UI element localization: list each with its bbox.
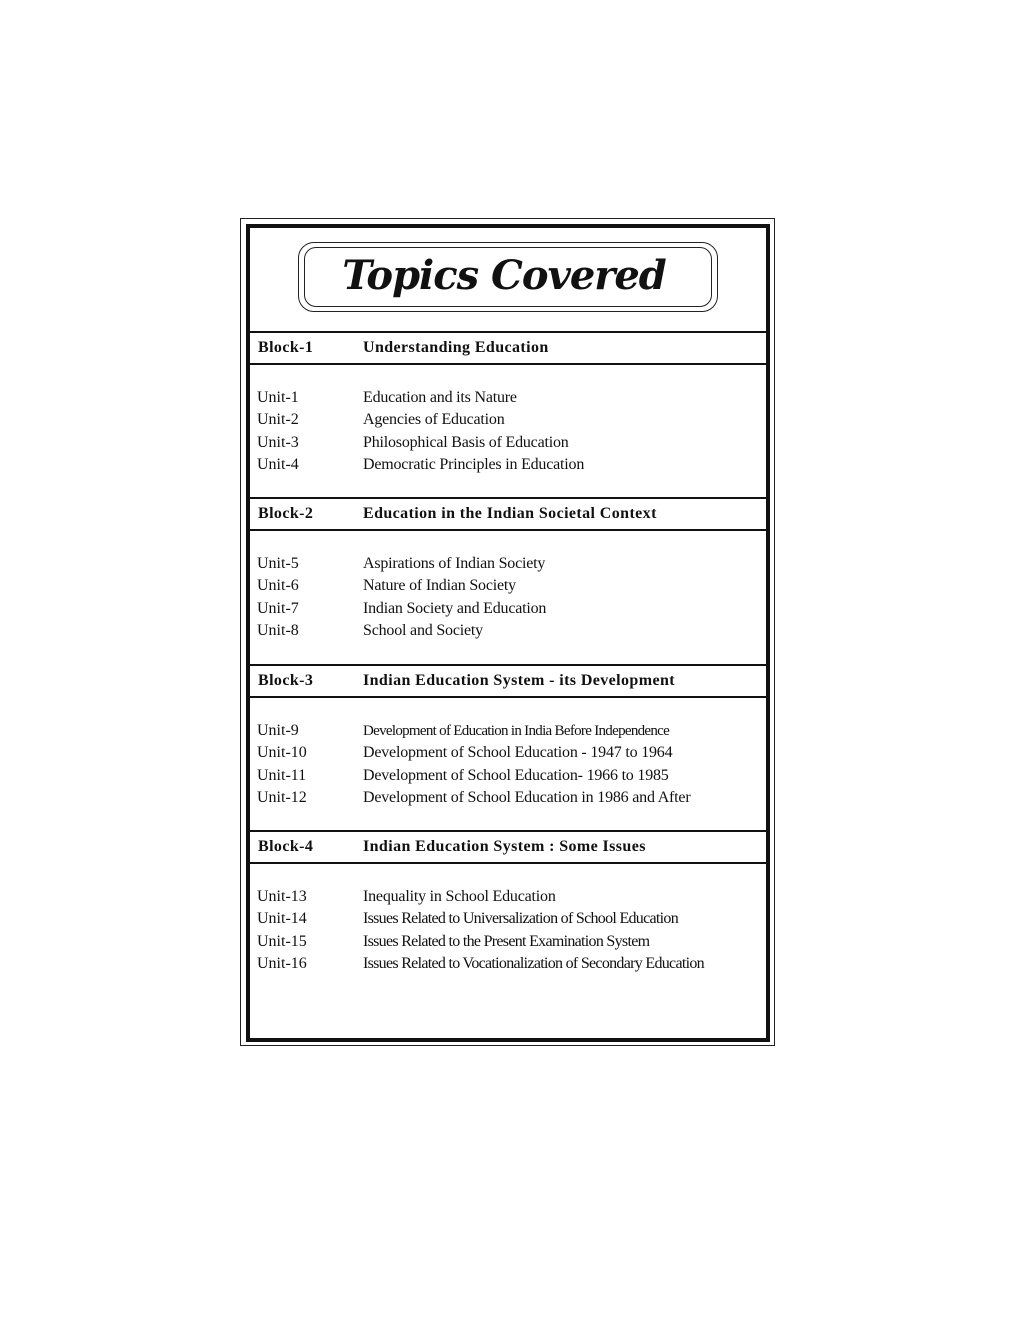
list-item [246,765,770,787]
list-item [246,620,770,642]
list-item [246,787,770,809]
list-item [246,720,770,742]
unit-label: Unit-10 [257,744,307,762]
list-item [246,953,770,998]
unit-label: Unit-1 [257,389,299,406]
unit-list-block-1 [246,387,770,476]
block-label: Block-3 [258,672,314,689]
unit-list-block-4 [246,886,770,997]
unit-title: Inequality in School Education [363,888,556,905]
unit-title: Education and its Nature [363,389,517,406]
list-item [246,742,770,764]
unit-label: Unit-16 [257,954,307,972]
block-label: Block-2 [258,505,314,522]
list-item [246,575,770,597]
block-title: Education in the Indian Societal Context [363,505,657,522]
block-title: Understanding Education [363,339,549,356]
unit-title: Democratic Principles in Education [363,455,585,473]
unit-title: School and Society [363,621,483,639]
list-item [246,598,770,620]
unit-label: Unit-6 [257,577,299,595]
list-item [246,454,770,476]
block-label: Block-4 [258,838,314,855]
list-item [246,432,770,454]
unit-label: Unit-14 [257,910,307,928]
unit-label: Unit-12 [257,788,307,806]
unit-list-block-2 [246,553,770,642]
unit-title: Agencies of Education [363,411,505,429]
unit-title: Development of School Education - 1947 to 1964 [363,744,673,762]
unit-title: Development of School Education in 1986 and After [363,788,691,806]
unit-label: Unit-9 [257,722,299,739]
unit-label: Unit-11 [257,766,307,784]
unit-label: Unit-5 [257,555,299,572]
unit-title: Nature of Indian Society [363,577,516,595]
unit-label: Unit-8 [257,621,299,639]
list-item [246,387,770,409]
unit-label: Unit-4 [257,455,299,473]
unit-title: Indian Society and Education [363,599,547,617]
unit-label: Unit-13 [257,888,307,905]
block-header-4 [246,830,770,864]
unit-title: Issues Related to Universalization of School Education [363,910,679,928]
block-title: Indian Education System - its Development [363,672,675,689]
page-title: Topics Covered [342,252,666,299]
list-item [246,409,770,431]
unit-title: Development of School Education- 1966 to 1985 [363,766,669,784]
unit-title: Development of Education in India Before Independence [363,723,670,739]
list-item [246,553,770,575]
block-header-1 [246,331,770,365]
block-title: Indian Education System : Some Issues [363,838,646,855]
unit-label: Unit-15 [257,932,307,950]
unit-label: Unit-7 [257,599,299,617]
unit-title: Aspirations of Indian Society [363,555,546,572]
block-header-2 [246,497,770,531]
unit-label: Unit-3 [257,433,299,451]
unit-title: Philosophical Basis of Education [363,433,569,451]
list-item [246,908,770,930]
list-item [246,886,770,908]
list-item [246,931,770,953]
block-header-3 [246,664,770,698]
unit-label: Unit-2 [257,411,299,429]
unit-list-block-3 [246,720,770,809]
unit-title: Issues Related to the Present Examination System [363,932,650,950]
block-label: Block-1 [258,339,314,356]
unit-title: Issues Related to Vocationalization of Secondary Education [363,954,704,972]
